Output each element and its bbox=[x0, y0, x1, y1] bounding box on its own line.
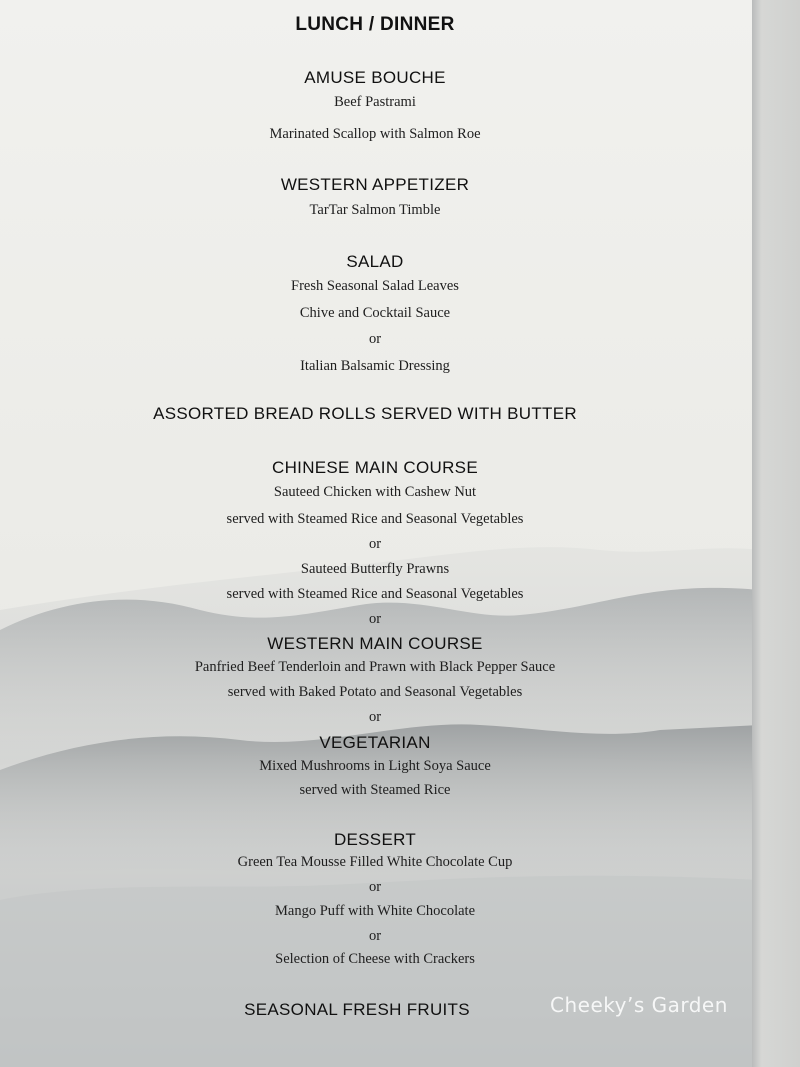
fresh-fruits-heading: SEASONAL FRESH FRUITS bbox=[244, 1000, 470, 1019]
menu-item: Sauteed Chicken with Cashew Nut bbox=[273, 484, 477, 500]
vegetarian-heading: VEGETARIAN bbox=[319, 733, 431, 752]
menu-item: served with Steamed Rice bbox=[299, 782, 451, 798]
menu-item-or: or bbox=[368, 709, 382, 725]
menu-item: Beef Pastrami bbox=[334, 94, 416, 110]
page-edge bbox=[752, 0, 800, 1067]
menu-item: served with Steamed Rice and Seasonal Vegetables bbox=[226, 586, 524, 602]
bread-heading: ASSORTED BREAD ROLLS SERVED WITH BUTTER bbox=[153, 404, 577, 423]
dessert-heading: DESSERT bbox=[333, 830, 417, 849]
western-main-heading: WESTERN MAIN COURSE bbox=[267, 634, 483, 653]
menu-title: LUNCH / DINNER bbox=[295, 14, 455, 35]
menu-item: Panfried Beef Tenderloin and Prawn with Black Pepper Sauce bbox=[194, 659, 556, 675]
menu-item: Fresh Seasonal Salad Leaves bbox=[291, 278, 459, 294]
watermark: Cheeky’s Garden bbox=[550, 993, 728, 1017]
menu-item: Mango Puff with White Chocolate bbox=[274, 903, 476, 919]
salad-heading: SALAD bbox=[346, 252, 404, 271]
menu-item: served with Baked Potato and Seasonal Vegetables bbox=[227, 684, 523, 700]
menu-item: served with Steamed Rice and Seasonal Vegetables bbox=[226, 511, 524, 527]
menu-item-or: or bbox=[368, 928, 382, 944]
menu-item-or: or bbox=[368, 536, 382, 552]
menu-item: Selection of Cheese with Crackers bbox=[275, 951, 475, 967]
menu-item-or: or bbox=[368, 331, 382, 347]
menu-item: Mixed Mushrooms in Light Soya Sauce bbox=[259, 758, 491, 774]
chinese-main-heading: CHINESE MAIN COURSE bbox=[272, 458, 478, 477]
menu-item-or: or bbox=[368, 879, 382, 895]
menu-item: Green Tea Mousse Filled White Chocolate Cup bbox=[237, 854, 513, 870]
menu-item: Sauteed Butterfly Prawns bbox=[300, 561, 450, 577]
western-appetizer-heading: WESTERN APPETIZER bbox=[280, 175, 470, 194]
menu-item: TarTar Salmon Timble bbox=[309, 202, 441, 218]
amuse-bouche-heading: AMUSE BOUCHE bbox=[304, 68, 446, 87]
menu-item-or: or bbox=[368, 611, 382, 627]
menu-item: Italian Balsamic Dressing bbox=[300, 358, 450, 374]
menu-item: Marinated Scallop with Salmon Roe bbox=[269, 126, 481, 142]
menu-item: Chive and Cocktail Sauce bbox=[299, 305, 451, 321]
